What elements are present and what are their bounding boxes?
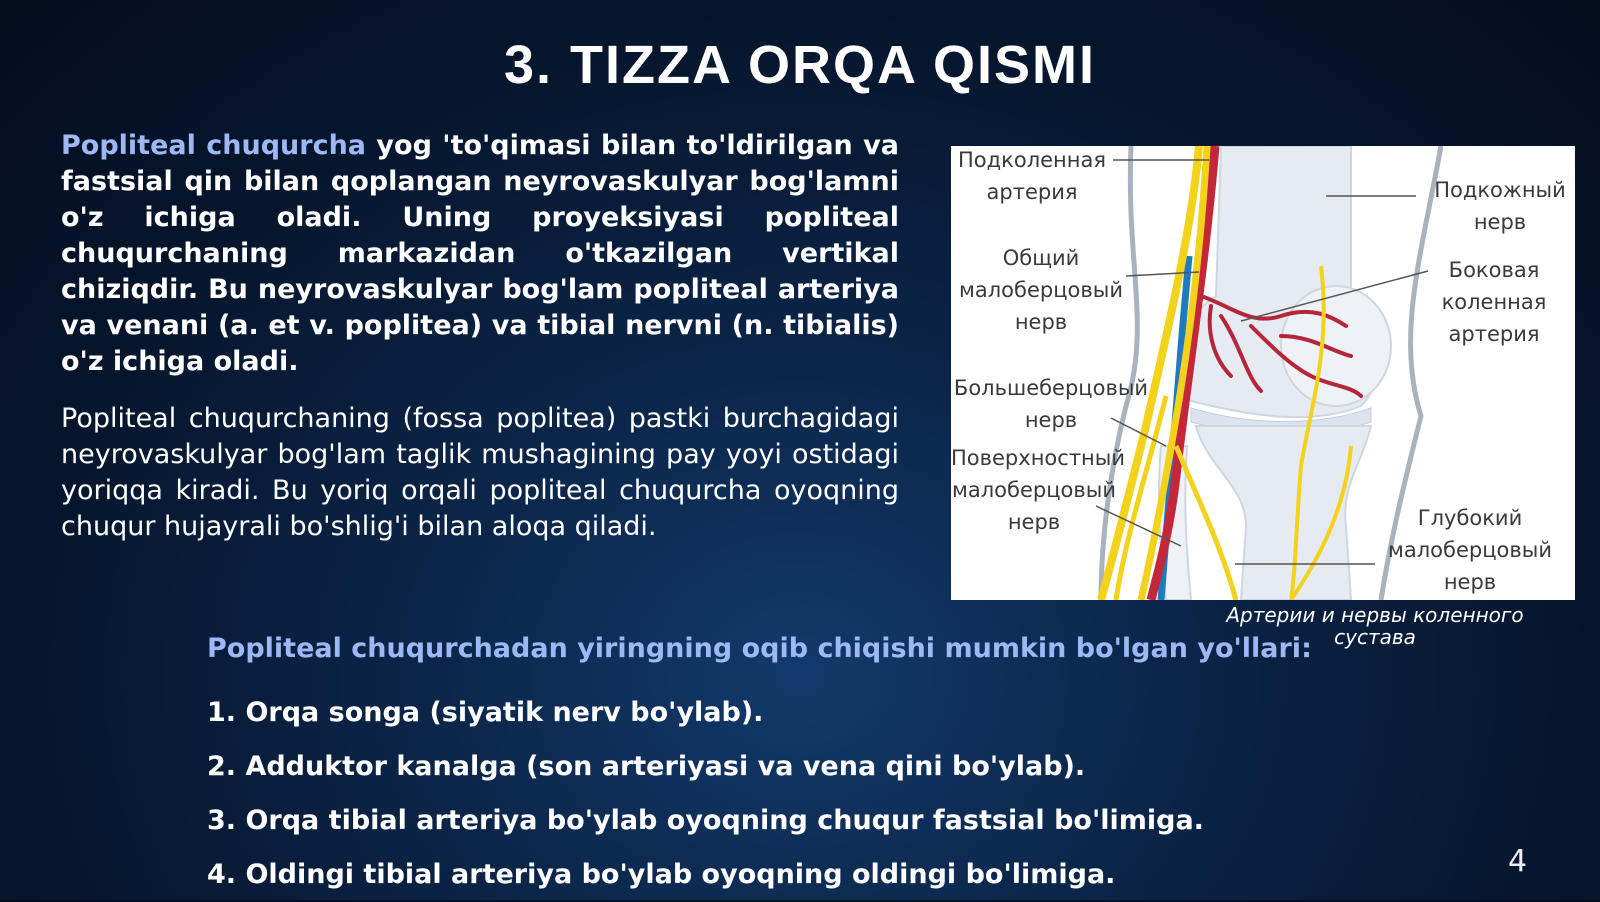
page-number: 4 xyxy=(1508,844,1528,879)
routes-list xyxy=(207,686,1204,902)
label-saphenous-nerve: Подкожный нерв xyxy=(1434,178,1566,234)
slide-title: 3. TIZZA ORQA QISMI xyxy=(503,35,1096,95)
label-common-peroneal-nerve: Общий малоберцовый нерв xyxy=(959,246,1123,334)
knee-anatomy-figure xyxy=(951,146,1575,600)
popliteal-fossa-term: Popliteal chuqurcha xyxy=(61,130,367,161)
intro-paragraph xyxy=(61,128,899,380)
route-item: 2. Adduktor kanalga (son arteriyasi va vena qini bo'ylab). xyxy=(207,751,1086,782)
figure-caption: Артерии и нервы коленного сустава xyxy=(1226,603,1524,649)
second-paragraph: Popliteal chuqurchaning (fossa poplitea) pastki burchagidagi neyrovaskulyar bog'lam taglik mushagining pay yoyi ostidagi yoriqqa kiradi. Bu yoriq orqali popliteal chuqurcha oyoqning chuqur hujayrali bo'shlig'i bilan aloqa qiladi. xyxy=(61,403,899,542)
label-lateral-genicular-artery: Боковая коленная артерия xyxy=(1441,258,1547,346)
label-tibial-nerve: Большеберцовый нерв xyxy=(953,376,1149,432)
tibia xyxy=(1196,426,1371,600)
label-superficial-peroneal-nerve: Поверхностный малоберцовый нерв xyxy=(951,446,1126,534)
routes-heading: Popliteal chuqurchadan yiringning oqib chiqishi mumkin bo'lgan yo'llari: xyxy=(207,633,1312,664)
label-popliteal-artery: Подколенная артерия xyxy=(958,148,1106,204)
label-deep-peroneal-nerve: Глубокий малоберцовый нерв xyxy=(1388,506,1552,594)
route-item: 1. Orqa songa (siyatik nerv bo'ylab). xyxy=(207,697,764,728)
intro-paragraph-text: yog 'to'qimasi bilan to'ldirilgan va fastsial qin bilan qoplangan neyrovaskulyar bog'lamni o'z ichiga oladi. Uning proyeksiyasi popliteal chuqurchaning markazidan o'tkazilgan vertikal chiziqdir. Bu neyrovaskulyar bog'lam popliteal arteriya va venani (a. et v. poplitea) va tibial nervni (n. tibialis) o'z ichiga oladi. xyxy=(61,130,899,377)
patella xyxy=(1281,286,1391,406)
route-item: 4. Oldingi tibial arteriya bo'ylab oyoqning oldingi bo'limiga. xyxy=(207,859,1116,890)
route-item: 3. Orqa tibial arteriya bo'ylab oyoqning chuqur fastsial bo'limiga. xyxy=(207,805,1204,836)
